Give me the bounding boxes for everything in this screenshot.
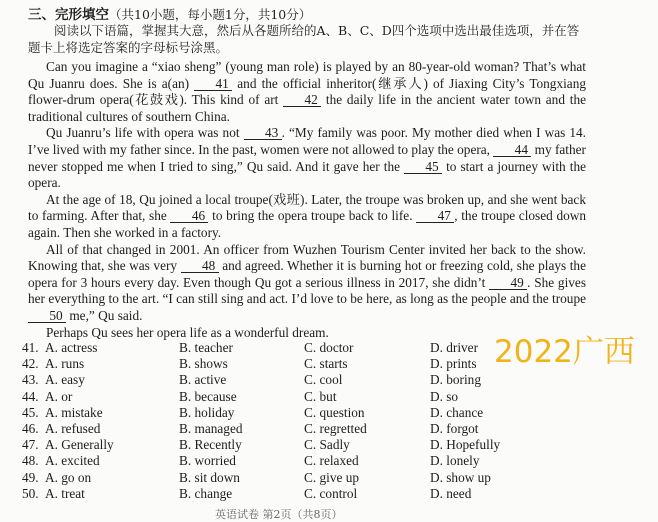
option-c: C. give up [304, 469, 360, 485]
section-title: 三、完形填空 [28, 7, 109, 23]
page-footer: 英语试卷 第2页（共8页） [215, 508, 343, 521]
option-d: D. prints [430, 356, 477, 372]
blank-41: 41 [194, 77, 232, 91]
paragraph-1: Can you imagine a “xiao sheng” (young man role) is played by an 80-year-old woman? That’s what Qu Juanru does. She is a(an) 41 and the official inheritor(继承人) of Jiaxing City’s Tongxiang flower-drum opera(花鼓戏). This kind of art 42 the daily life in the ancient water town and the traditional cultures of southern China. [28, 59, 586, 124]
option-c: C. question [304, 404, 365, 420]
option-row [22, 453, 582, 469]
question-number: 46. [22, 420, 39, 436]
blank-48: 48 [181, 259, 219, 273]
option-b: B. shows [179, 356, 228, 372]
option-d: D. so [430, 388, 459, 404]
option-b: B. because [179, 388, 237, 404]
option-row [22, 486, 582, 502]
question-number: 49. [22, 469, 39, 485]
option-row [22, 470, 582, 486]
option-c: C. starts [304, 356, 348, 372]
paragraph-4: All of that changed in 2001. An officer from Wuzhen Tourism Center invited her back to the show. Knowing that, she was very 48 and agreed. Whether it is burning hot or freezing cold, she plays the opera for 3 hours every day. Even though Qu got a serious illness in 2017, she didn’t 49 . She gives her everything to the art. “I can still sing and act. I’d love to be here, as long as the people and the troupe 50 me,” Qu said. [28, 241, 586, 323]
option-c: C. regretted [304, 420, 367, 436]
paragraph-3: At the age of 18, Qu joined a local troupe(戏班). Later, the troupe was broken up, and she went back to farming. After that, she 46 to bring the opera troupe back to life. 47 , the troupe closed down again. Then she worked in a factory. [28, 191, 586, 240]
paragraph-2: Qu Juanru’s life with opera was not 43 . “My family was poor. My mother died when I was 14. I’ve lived with my father since. In the past, women were not allowed to play the opera, 44 my father never stopped me when I tried to sing,” Qu said. And it gave her the 45 to start a journey with the opera. [28, 125, 586, 191]
option-b: B. Recently [179, 437, 242, 453]
question-number: 50. [22, 485, 39, 501]
option-row [22, 389, 582, 405]
option-b: B. change [179, 485, 233, 501]
option-b: B. active [179, 372, 227, 388]
option-c: C. relaxed [304, 453, 359, 469]
option-c: C. doctor [304, 340, 354, 355]
option-c: C. but [304, 388, 337, 404]
option-a: A. actress [45, 340, 98, 355]
blank-46: 46 [170, 209, 208, 223]
option-d: D. need [430, 485, 472, 501]
question-number: 45. [22, 404, 39, 420]
option-a: A. excited [45, 453, 100, 469]
option-a: A. Generally [45, 437, 114, 453]
option-b: B. sit down [179, 469, 240, 485]
year-region-watermark: 2022广西 [494, 334, 635, 370]
question-number: 42. [22, 356, 39, 372]
option-row [22, 405, 582, 421]
option-a: A. go on [45, 469, 92, 485]
question-number: 48. [22, 453, 39, 469]
option-b: B. holiday [179, 404, 235, 420]
option-a: A. runs [45, 356, 85, 372]
option-row [22, 421, 582, 437]
blank-50: 50 [28, 309, 66, 323]
option-a: A. easy [45, 372, 85, 388]
blank-42: 42 [283, 93, 321, 107]
question-number: 44. [22, 388, 39, 404]
blank-49: 49 [489, 276, 527, 290]
blank-47: 47 [416, 209, 454, 223]
option-row [22, 437, 582, 453]
option-b: B. managed [179, 420, 243, 436]
question-number: 41. [22, 340, 39, 355]
cloze-passage [28, 59, 586, 341]
paragraph-5: Perhaps Qu sees her opera life as a wonderful dream. [46, 324, 329, 340]
option-row [22, 372, 582, 388]
blank-43: 43 [244, 126, 282, 140]
option-a: A. or [45, 388, 73, 404]
option-c: C. Sadly [304, 437, 350, 453]
option-d: D. Hopefully [430, 437, 501, 453]
section-scoring-note: （共10小题，每小题1分，共10分） [109, 7, 312, 22]
section-heading [28, 3, 311, 23]
option-d: D. chance [430, 404, 484, 420]
option-c: C. control [304, 485, 358, 501]
option-a: A. treat [45, 485, 85, 501]
option-d: D. show up [430, 469, 491, 485]
option-b: B. worried [179, 453, 236, 469]
blank-45: 45 [404, 160, 442, 174]
option-b: B. teacher [179, 340, 233, 355]
option-a: A. refused [45, 420, 101, 436]
option-d: D. boring [430, 372, 481, 388]
blank-44: 44 [493, 143, 531, 157]
option-d: D. driver [430, 340, 478, 355]
option-d: D. lonely [430, 453, 480, 469]
question-number: 43. [22, 372, 39, 388]
question-number: 47. [22, 437, 39, 453]
option-a: A. mistake [45, 404, 103, 420]
option-d: D. forgot [430, 420, 479, 436]
option-c: C. cool [304, 372, 343, 388]
instructions: 阅读以下语篇，掌握其大意，然后从各题所给的A、B、C、D四个选项中选出最佳选项，并在答题卡上将选定答案的字母标号涂黑。 [28, 23, 580, 55]
